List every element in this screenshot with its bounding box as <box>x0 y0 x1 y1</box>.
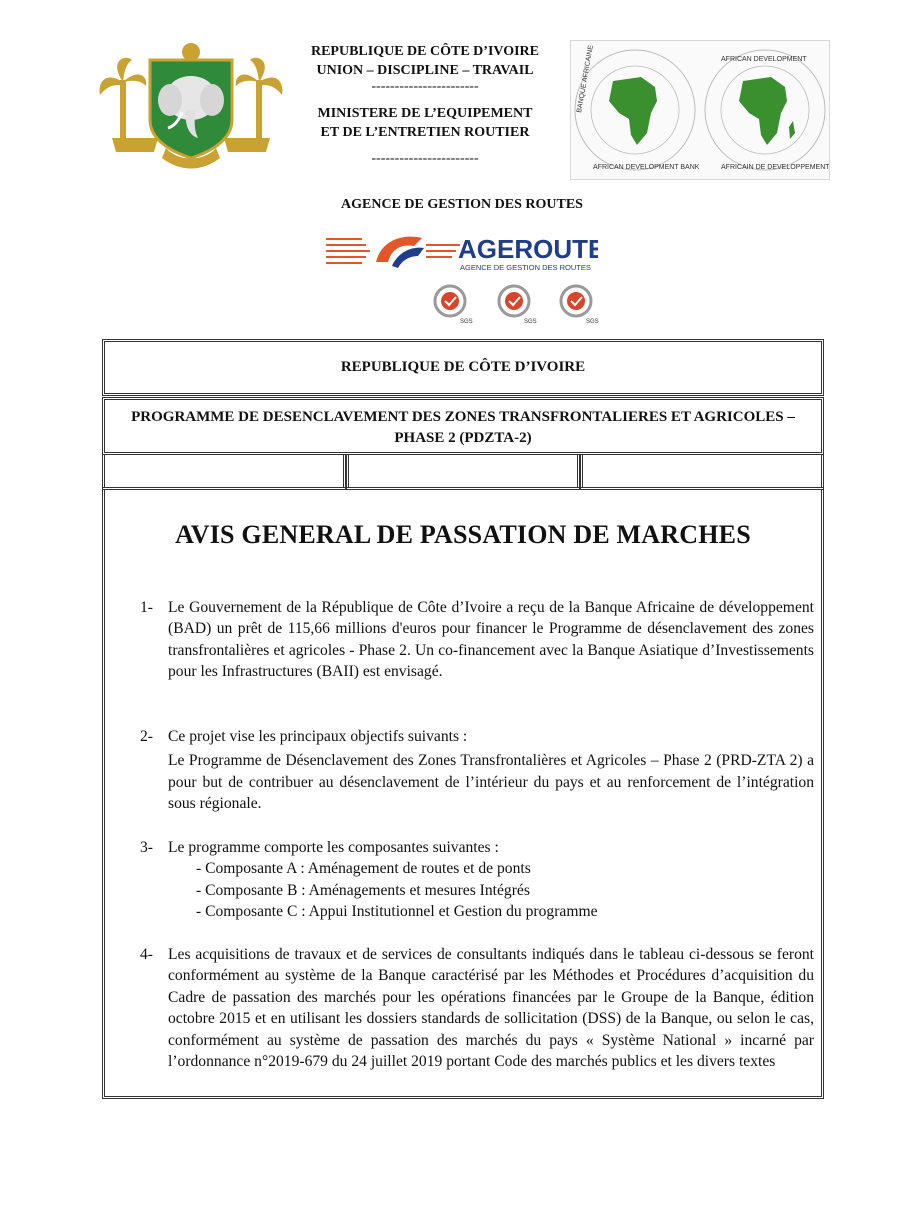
component-b: - Composante B : Aménagements et mesures Intégrés <box>196 881 530 899</box>
svg-text:AFRICAIN DE DEVELOPPEMENT: AFRICAIN DE DEVELOPPEMENT <box>721 164 829 171</box>
item-subtext: Le Programme de Désenclavement des Zones Transfrontalières et Agricoles – Phase 2 (PRD-ZTA 2) a pour but de contribuer au désenclavement de l’intérieur du pays et au renforcement de l’intégration sous régionale. <box>168 752 814 813</box>
list-item <box>140 837 814 923</box>
separator: ----------------------- <box>371 79 479 94</box>
item-number: 1- <box>140 599 153 616</box>
item-number: 2- <box>140 728 153 745</box>
item-text: Le Gouvernement de la République de Côte d’Ivoire a reçu de la Banque Africaine de développement (BAD) un prêt de 115,66 millions d'euros pour financer le Programme de désenclavement des zones transfrontalières et agricoles - Phase 2. Un co-financement avec la Banque Asiatique d’Investissements pour les Infrastructures (BAII) est envisagé. <box>168 599 814 681</box>
agency-name: AGENCE DE GESTION DES ROUTES <box>341 197 583 212</box>
component-a: - Composante A : Aménagement de routes et de ponts <box>196 860 531 878</box>
item-text: Les acquisitions de travaux et de services de consultants indiqués dans le tableau ci-dessous se feront conformément au système de la Banque caractérisé par les Méthodes et Procédures d’acquisition du Cadre de passation des marchés pour les opérations financées par le Groupe de la Banque, édition octobre 2015 et en utilisant les dossiers standards de sollicitation (DSS) de la Banque, ou selon le cas, conformément au système de passation des marchés du pays « Système National » incarné par l’ordonnance n°2019-679 du 24 juillet 2019 portant Code des marchés publics et les divers textes <box>168 946 814 1071</box>
ministry-line-2: ET DE L’ENTRETIEN ROUTIER <box>320 125 530 140</box>
ageroute-logo-subtitle: AGENCE DE GESTION DES ROUTES <box>460 263 591 272</box>
separator-2: ----------------------- <box>371 151 479 166</box>
country-box-text: REPUBLIQUE DE CÔTE D’IVOIRE <box>340 359 586 375</box>
svg-text:SGS: SGS <box>460 319 473 325</box>
component-c: - Composante C : Appui Institutionnel et Gestion du programme <box>196 903 598 921</box>
svg-text:AFRICAN DEVELOPMENT BANK: AFRICAN DEVELOPMENT BANK <box>593 164 700 171</box>
item-text: Ce projet vise les principaux objectifs suivants : <box>168 728 468 745</box>
sgs-certification-badges <box>430 283 602 325</box>
ministry-line-1: MINISTERE DE L’EQUIPEMENT <box>317 106 533 121</box>
svg-text:SGS: SGS <box>586 319 599 325</box>
svg-text:AFRICAN DEVELOPMENT: AFRICAN DEVELOPMENT <box>721 56 807 63</box>
empty-cells-row <box>102 455 824 490</box>
empty-cell <box>102 455 346 490</box>
svg-text:BANQUE AFRICAINE: BANQUE AFRICAINE <box>576 44 595 114</box>
coat-of-arms-logo <box>98 40 284 170</box>
empty-cell <box>580 455 824 490</box>
empty-cell <box>346 455 580 490</box>
list-item <box>140 726 814 815</box>
item-number: 3- <box>140 839 153 856</box>
header-text-block <box>290 42 560 166</box>
sgs-badge-icon <box>435 286 473 325</box>
list-item <box>140 597 814 683</box>
country-motto: UNION – DISCIPLINE – TRAVAIL <box>316 63 534 78</box>
programme-box <box>102 397 824 455</box>
country-name: REPUBLIQUE DE CÔTE D’IVOIRE <box>310 44 540 59</box>
afdb-logos <box>570 40 830 180</box>
sgs-badge-icon <box>499 286 537 325</box>
item-number: 4- <box>140 946 153 963</box>
item-text: Le programme comporte les composantes suivantes : <box>168 839 499 856</box>
ageroute-logo-text: AGEROUTE <box>458 234 598 264</box>
country-box <box>102 339 824 396</box>
list-item <box>140 944 814 1072</box>
ageroute-logo <box>326 228 598 276</box>
sgs-badge-icon <box>561 286 599 325</box>
programme-title: PROGRAMME DE DESENCLAVEMENT DES ZONES TRANSFRONTALIERES ET AGRICOLES – PHASE 2 (PDZTA-2) <box>131 409 795 446</box>
svg-text:SGS: SGS <box>524 319 537 325</box>
notice-title: AVIS GENERAL DE PASSATION DE MARCHES <box>175 520 751 549</box>
